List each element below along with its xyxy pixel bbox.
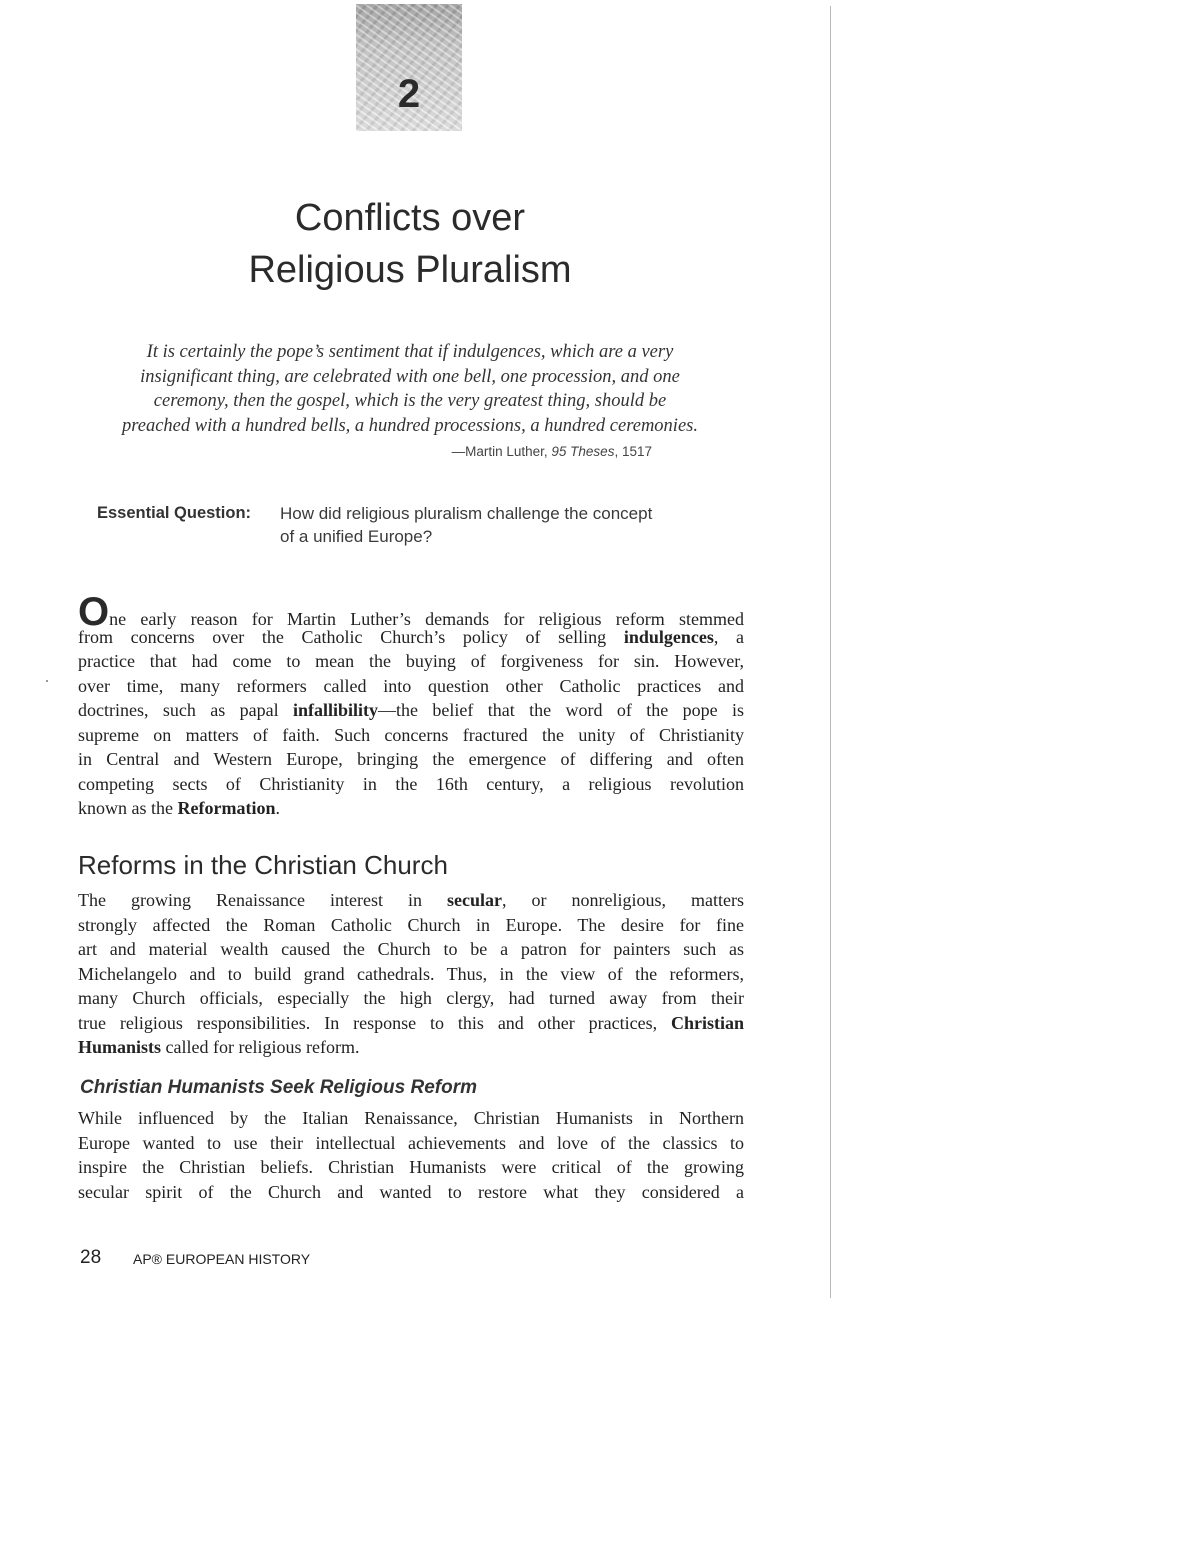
key-term: infallibility (292, 700, 379, 720)
scan-artifact (46, 680, 48, 682)
chapter-title-line: Religious Pluralism (248, 249, 572, 291)
epigraph-line: preached with a hundred bells, a hundred processions, a hundred ceremonies. (122, 415, 698, 436)
section-line: Humanists called for religious reform. (78, 1037, 360, 1057)
running-footer-title: AP® EUROPEAN HISTORY (133, 1251, 311, 1267)
key-term: Christian (670, 1012, 744, 1033)
key-term: indulgences (623, 626, 714, 647)
intro-line: doctrines, such as papal infallibility—the belief that the word of the pope is (78, 700, 744, 720)
page-number: 28 (80, 1247, 102, 1268)
chapter-tab (356, 4, 462, 131)
essential-question-text (280, 502, 720, 548)
section-line: many Church officials, especially the high clergy, had turned away from their (78, 988, 744, 1008)
intro-line: ne early reason for Martin Luther’s demands for religious reform stemmed (109, 609, 744, 629)
intro-line: practice that had come to mean the buying of forgiveness for sin. However, (78, 651, 744, 671)
intro-line: over time, many reformers called into question other Catholic practices and (78, 675, 744, 696)
section-line: art and material wealth caused the Church to be a patron for painters such as (78, 939, 744, 959)
attribution-work: 95 Theses (551, 444, 615, 459)
section-heading: Reforms in the Christian Church (78, 850, 448, 880)
subsection-paragraph (78, 1106, 744, 1204)
intro-paragraph (78, 590, 744, 821)
subsection-heading: Christian Humanists Seek Religious Reform (80, 1077, 477, 1098)
drop-cap: O (78, 590, 110, 634)
section-line: The growing Renaissance interest in secular, or nonreligious, matters (78, 890, 744, 910)
epigraph-line: ceremony, then the gospel, which is the very greatest thing, should be (153, 391, 667, 411)
section-paragraph (78, 888, 744, 1060)
subsection-line: secular spirit of the Church and wanted to restore what they considered a (78, 1181, 744, 1202)
intro-line: supreme on matters of faith. Such concerns fractured the unity of Christianity (78, 724, 744, 745)
chapter-title (150, 192, 670, 296)
section-line: true religious responsibilities. In response to this and other practices, Christian (78, 1012, 744, 1033)
key-term: secular (447, 890, 502, 910)
attribution-year: , 1517 (614, 444, 652, 459)
subsection-line: While influenced by the Italian Renaissance, Christian Humanists in Northern (78, 1108, 744, 1128)
chapter-number: 2 (397, 72, 421, 116)
chapter-title-line: Conflicts over (294, 197, 526, 239)
epigraph-line: It is certainly the pope’s sentiment that if indulgences, which are a very (146, 342, 674, 362)
epigraph-attribution (390, 444, 652, 459)
section-line: Michelangelo and to build grand cathedrals. Thus, in the view of the reformers, (78, 963, 744, 984)
intro-line-first (78, 590, 744, 634)
page-edge-line (830, 6, 831, 1298)
intro-line: competing sects of Christianity in the 16th century, a religious revolution (78, 773, 744, 794)
intro-line: known as the Reformation. (78, 798, 280, 818)
intro-line: from concerns over the Catholic Church’s policy of selling indulgences, a (78, 626, 744, 647)
epigraph (70, 340, 750, 438)
section-line: strongly affected the Roman Catholic Church in Europe. The desire for fine (78, 914, 744, 935)
key-term: Humanists (78, 1037, 162, 1057)
essential-question-line: How did religious pluralism challenge the concept (280, 504, 653, 523)
essential-question-line: of a unified Europe? (280, 527, 433, 546)
subsection-line: Europe wanted to use their intellectual achievements and love of the classics to (78, 1132, 744, 1153)
key-term: Reformation (177, 798, 276, 818)
attribution-author: —Martin Luther, (451, 444, 552, 459)
essential-question-label: Essential Question: (97, 504, 252, 522)
intro-line: in Central and Western Europe, bringing the emergence of differing and often (78, 749, 744, 769)
subsection-line: inspire the Christian beliefs. Christian Humanists were critical of the growing (78, 1157, 744, 1177)
epigraph-line: insignificant thing, are celebrated with one bell, one procession, and one (140, 366, 680, 387)
